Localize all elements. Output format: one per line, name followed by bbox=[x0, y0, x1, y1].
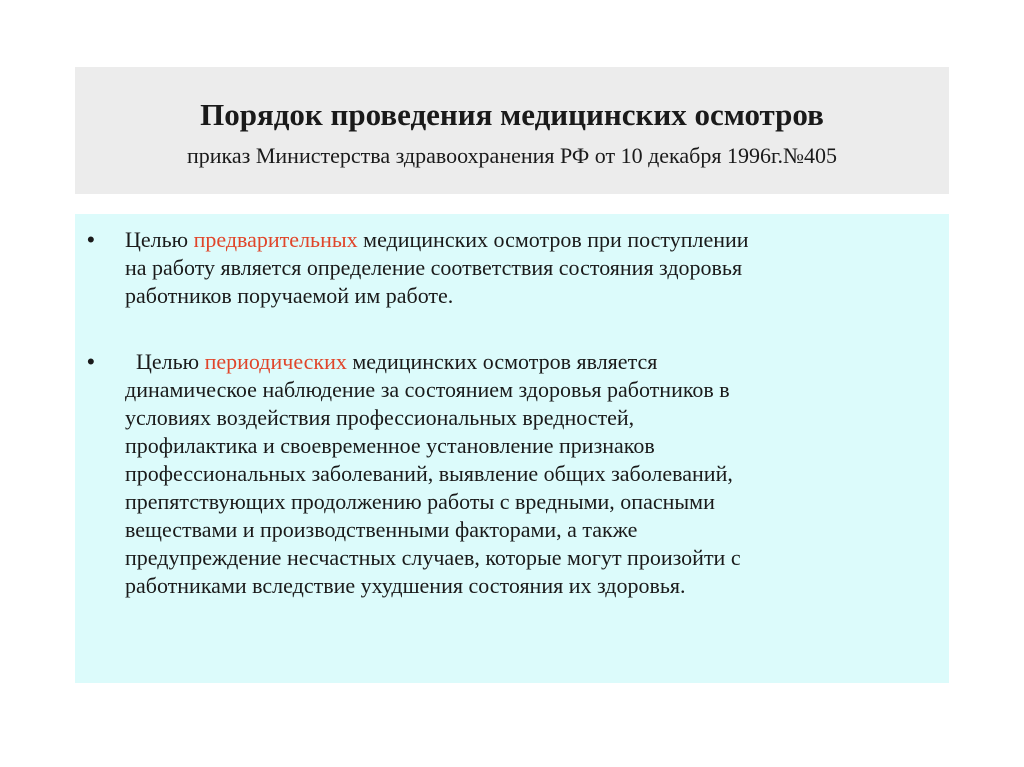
bullet-text bbox=[125, 348, 925, 600]
text-prefix: Целью bbox=[125, 349, 205, 374]
bullet-line: работников поручаемой им работе. bbox=[125, 283, 454, 308]
bullet-line: профессиональных заболеваний, выявление общих заболеваний, bbox=[125, 461, 733, 486]
bullet-marker: • bbox=[87, 227, 95, 252]
slide-title: Порядок проведения медицинских осмотров bbox=[200, 97, 824, 132]
bullet-text bbox=[125, 226, 925, 310]
bullet-line bbox=[125, 348, 925, 376]
bullet-line: предупреждение несчастных случаев, которые могут произойти с bbox=[125, 545, 741, 570]
bullet-line: условиях воздействия профессиональных вредностей, bbox=[125, 405, 635, 430]
header-box bbox=[75, 67, 949, 194]
content-box bbox=[75, 214, 949, 683]
bullet-line: веществами и производственными факторами, а также bbox=[125, 517, 638, 542]
bullet-line: работниками вследствие ухудшения состояния их здоровья. bbox=[125, 573, 686, 598]
highlighted-term: предварительных bbox=[193, 227, 358, 252]
bullet-line: препятствующих продолжению работы с вредными, опасными bbox=[125, 489, 715, 514]
text-suffix: медицинских осмотров при поступлении bbox=[357, 227, 749, 252]
highlighted-term: периодических bbox=[204, 349, 347, 374]
bullet-line: динамическое наблюдение за состоянием здоровья работников в bbox=[125, 377, 730, 402]
bullet-line bbox=[125, 226, 925, 254]
bullet-line: профилактика и своевременное установление признаков bbox=[125, 433, 655, 458]
text-suffix: медицинских осмотров является bbox=[346, 349, 658, 374]
bullet-marker: • bbox=[87, 349, 95, 374]
text-prefix: Целью bbox=[125, 227, 194, 252]
slide-subtitle: приказ Министерства здравоохранения РФ от 10 декабря 1996г.№405 bbox=[186, 143, 838, 168]
bullet-line: на работу является определение соответствия состояния здоровья bbox=[125, 255, 743, 280]
